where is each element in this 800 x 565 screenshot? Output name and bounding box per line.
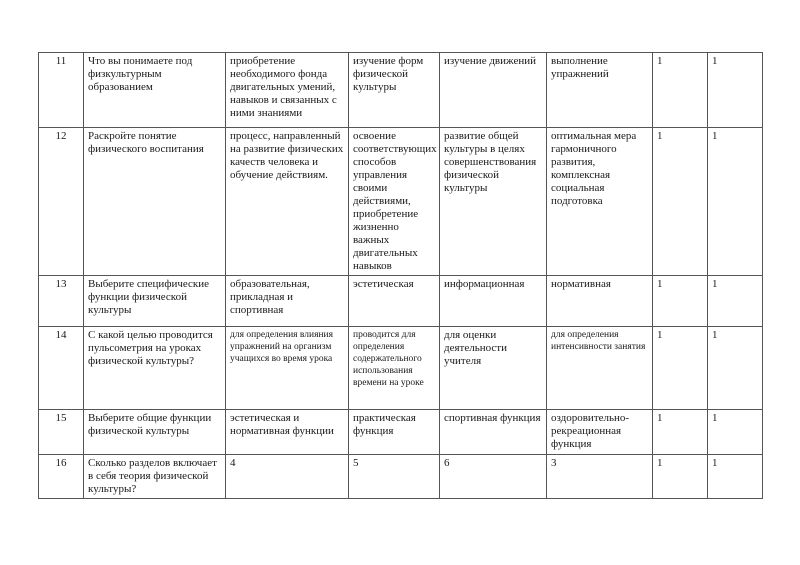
answer-option-1: 4: [226, 455, 349, 499]
table-row: [39, 327, 763, 410]
score-cell-1: 1: [653, 53, 708, 128]
table-row: [39, 276, 763, 327]
answer-option-2: практическая функция: [349, 410, 440, 455]
score-cell-1: 1: [653, 410, 708, 455]
quiz-table: [38, 52, 763, 499]
score-cell-2: 1: [708, 410, 763, 455]
question-number: 15: [39, 410, 84, 455]
question-text: Выберите специфические функции физической культуры: [84, 276, 226, 327]
question-number: 16: [39, 455, 84, 499]
answer-option-4: для определения интенсивности занятия: [547, 327, 653, 410]
answer-option-2: проводится для определения содержательного использования времени на уроке: [349, 327, 440, 410]
question-text: С какой целью проводится пульсометрия на уроках физической культуры?: [84, 327, 226, 410]
answer-option-4: нормативная: [547, 276, 653, 327]
table-row: [39, 53, 763, 128]
question-number: 12: [39, 128, 84, 276]
answer-option-1: процесс, направленный на развитие физических качеств человека и обучение действиям.: [226, 128, 349, 276]
answer-option-2: эстетическая: [349, 276, 440, 327]
answer-option-4: 3: [547, 455, 653, 499]
score-cell-2: 1: [708, 327, 763, 410]
answer-option-3: 6: [440, 455, 547, 499]
answer-option-2: освоение соответствующих способов управления своими действиями, приобретение жизненно важных двигательных навыков: [349, 128, 440, 276]
answer-option-3: развитие общей культуры в целях совершенствования физической культуры: [440, 128, 547, 276]
answer-option-1: эстетическая и нормативная функции: [226, 410, 349, 455]
score-cell-1: 1: [653, 276, 708, 327]
answer-option-1: приобретение необходимого фонда двигательных умений, навыков и связанных с ними знаниями: [226, 53, 349, 128]
question-text: Выберите общие функции физической культуры: [84, 410, 226, 455]
question-number: 11: [39, 53, 84, 128]
question-number: 13: [39, 276, 84, 327]
score-cell-2: 1: [708, 53, 763, 128]
question-text: Что вы понимаете под физкультурным образованием: [84, 53, 226, 128]
question-number: 14: [39, 327, 84, 410]
score-cell-1: 1: [653, 455, 708, 499]
table-row: [39, 128, 763, 276]
answer-option-1: образовательная, прикладная и спортивная: [226, 276, 349, 327]
score-cell-1: 1: [653, 128, 708, 276]
answer-option-3: для оценки деятельности учителя: [440, 327, 547, 410]
question-text: Сколько разделов включает в себя теория физической культуры?: [84, 455, 226, 499]
answer-option-3: изучение движений: [440, 53, 547, 128]
score-cell-2: 1: [708, 276, 763, 327]
answer-option-4: оптимальная мера гармоничного развития, комплексная социальная подготовка: [547, 128, 653, 276]
table-row: [39, 455, 763, 499]
table-row: [39, 410, 763, 455]
score-cell-1: 1: [653, 327, 708, 410]
answer-option-1: для определения влияния упражнений на организм учащихся во время урока: [226, 327, 349, 410]
score-cell-2: 1: [708, 128, 763, 276]
answer-option-3: спортивная функция: [440, 410, 547, 455]
answer-option-4: оздоровительно-рекреационная функция: [547, 410, 653, 455]
answer-option-3: информационная: [440, 276, 547, 327]
answer-option-4: выполнение упражнений: [547, 53, 653, 128]
answer-option-2: изучение форм физической культуры: [349, 53, 440, 128]
question-text: Раскройте понятие физического воспитания: [84, 128, 226, 276]
answer-option-2: 5: [349, 455, 440, 499]
score-cell-2: 1: [708, 455, 763, 499]
